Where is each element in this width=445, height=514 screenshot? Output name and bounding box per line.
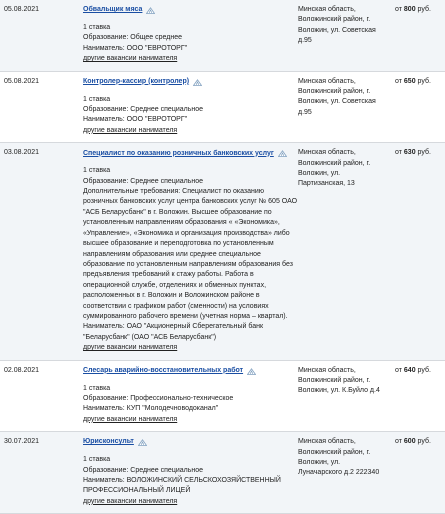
vacancy-detail-line: предъявления требований к стажу работы. Работа в [83, 271, 254, 279]
location-line: Минская область, [298, 77, 356, 85]
vacancy-salary [395, 148, 445, 158]
vacancy-row [0, 72, 445, 144]
vacancy-title-link[interactable]: Юрисконсульт [83, 438, 134, 446]
other-vacancies-link[interactable]: другие вакансии нанимателя [83, 415, 178, 423]
vacancy-detail-line: соответствии с графиком работ (сменности) на условиях [83, 302, 269, 310]
vacancy-location [298, 5, 395, 47]
salary-amount: 630 [403, 149, 416, 157]
vacancy-detail-line: "Беларусбанк" (ОАО "АСБ Беларусбанк") [83, 333, 217, 341]
vacancy-detail-line: 1 ставка [83, 167, 111, 175]
vacancy-location [298, 366, 395, 397]
vacancy-detail-line: направлениям образования или среднее специальное [83, 250, 261, 258]
vacancy-details [83, 77, 298, 137]
other-vacancies-link[interactable]: другие вакансии нанимателя [83, 497, 178, 505]
vacancy-detail-line: Образование: Среднее специальное [83, 466, 204, 474]
salary-currency: руб. [417, 6, 431, 13]
vacancy-title-link[interactable]: Контролер-кассир (контролер) [83, 77, 190, 85]
vacancy-date: 05.08.2021 [4, 6, 40, 13]
vacancy-row [0, 361, 445, 433]
location-line: Луначарского д.2 222340 [298, 469, 380, 477]
add-to-favorites-icon[interactable] [247, 368, 256, 375]
location-line: Минская область, [298, 6, 356, 13]
vacancy-detail-line: 1 ставка [83, 384, 111, 392]
vacancy-salary [395, 5, 445, 15]
vacancy-detail-line: 1 ставка [83, 95, 111, 103]
vacancy-location [298, 148, 395, 190]
vacancy-detail-line: операционной службе, отделениях и обменных пунктах, [83, 281, 267, 289]
location-line: Воложинский район, г. [298, 16, 371, 24]
location-line: д.95 [298, 37, 312, 45]
vacancy-details [83, 5, 298, 65]
vacancy-date: 05.08.2021 [4, 77, 40, 85]
salary-currency: руб. [417, 77, 431, 85]
other-vacancies-link[interactable]: другие вакансии нанимателя [83, 55, 178, 63]
salary-currency: руб. [417, 366, 431, 374]
add-to-favorites-icon[interactable] [193, 79, 202, 86]
salary-prefix: от [395, 149, 402, 157]
location-line: Минская область, [298, 438, 356, 446]
vacancy-row [0, 0, 445, 72]
location-line: Воложинский район, г. [298, 159, 371, 167]
vacancy-row [0, 143, 445, 360]
vacancy-detail-line: образование по установленным направлениям образования без [83, 260, 293, 268]
location-line: Воложинский район, г. [298, 448, 371, 456]
vacancy-detail-line: ПРОФЕССИОНАЛЬНЫЙ ЛИЦЕЙ [83, 487, 191, 495]
vacancy-salary [395, 77, 445, 87]
vacancy-details [83, 366, 298, 426]
vacancy-salary [395, 366, 445, 376]
vacancy-detail-line: розничных банковских услуг центра банковских услуг № 605 ОАО [83, 198, 298, 206]
vacancy-detail-line: Образование: Среднее специальное [83, 106, 204, 114]
salary-currency: руб. [417, 149, 431, 157]
location-line: Партизанская, 13 [298, 180, 355, 188]
salary-prefix: от [395, 366, 402, 374]
vacancy-title-link[interactable]: Специалист по оказанию розничных банковских услуг [83, 149, 274, 157]
vacancy-detail-line: Образование: Общее среднее [83, 34, 183, 42]
vacancy-title-link[interactable]: Обвальщик мяса [83, 6, 143, 14]
location-line: Воложин, ул. Советская [298, 98, 376, 106]
vacancy-date: 02.08.2021 [4, 366, 40, 374]
location-line: Воложин, ул. К.Буйло д.4 [298, 387, 380, 395]
add-to-favorites-icon[interactable] [146, 7, 155, 14]
salary-amount: 800 [403, 6, 416, 13]
vacancy-detail-line: Наниматель: ВОЛОЖИНСКИЙ СЕЛЬСКОХОЗЯЙСТВЕННЫЙ [83, 477, 281, 484]
location-line: Воложин, ул. [298, 459, 341, 466]
vacancy-row [0, 432, 445, 514]
add-to-favorites-icon[interactable] [278, 150, 287, 157]
salary-amount: 650 [403, 77, 416, 85]
salary-prefix: от [395, 438, 402, 446]
vacancy-detail-line: Наниматель: ООО "ЕВРОТОРГ" [83, 44, 188, 52]
other-vacancies-link[interactable]: другие вакансии нанимателя [83, 344, 178, 352]
location-line: Минская область, [298, 149, 356, 157]
other-vacancies-link[interactable]: другие вакансии нанимателя [83, 126, 178, 134]
vacancy-detail-line: Наниматель: ООО "ЕВРОТОРГ" [83, 116, 188, 124]
add-to-favorites-icon[interactable] [138, 439, 147, 446]
vacancy-detail-line: "АСБ Беларусбанк" в г. Воложин. Высшее образование по [83, 208, 272, 216]
location-line: д.95 [298, 108, 312, 116]
vacancy-detail-line: 1 ставка [83, 456, 111, 464]
vacancy-details [83, 148, 298, 353]
salary-prefix: от [395, 6, 402, 13]
vacancy-date: 03.08.2021 [4, 149, 40, 157]
location-line: Воложинский район, г. [298, 88, 371, 96]
vacancy-date: 30.07.2021 [4, 438, 40, 446]
vacancy-detail-line: суммированного рабочего времени (учетная норма – квартал). [83, 312, 288, 320]
vacancy-location [298, 77, 395, 119]
vacancy-detail-line: установленным направлениям образования « «Экономика», [83, 219, 280, 227]
salary-amount: 640 [403, 366, 416, 374]
vacancy-details [83, 437, 298, 507]
vacancy-detail-line: высшее образование и переподготовка по установленным [83, 240, 274, 248]
vacancy-detail-line: Наниматель: ОАО "Акционерный Сберегательный банк [83, 323, 264, 331]
vacancy-title-link[interactable]: Слесарь аварийно-восстановительных работ [83, 366, 244, 374]
vacancy-salary [395, 437, 445, 447]
salary-currency: руб. [417, 438, 431, 446]
salary-amount: 600 [403, 438, 416, 446]
vacancy-detail-line: Образование: Профессионально-техническое [83, 394, 234, 402]
vacancy-detail-line: Дополнительные требования: Специалист по оказанию [83, 188, 265, 196]
location-line: Воложинский район, г. [298, 376, 371, 384]
vacancy-location [298, 437, 395, 479]
vacancy-detail-line: 1 ставка [83, 24, 111, 31]
vacancy-detail-line: Наниматель: КУП "Молодечноводоканал" [83, 405, 219, 413]
vacancy-detail-line: Образование: Среднее специальное [83, 177, 204, 185]
location-line: Воложин, ул. Советская [298, 26, 376, 34]
location-line: Воложин, ул. [298, 170, 341, 178]
salary-prefix: от [395, 77, 402, 85]
vacancy-detail-line: расположенных в г. Воложин и Воложинском районе в [83, 292, 260, 300]
location-line: Минская область, [298, 366, 356, 374]
vacancy-detail-line: «Управление», «Экономика и организация производства» либо [83, 229, 290, 237]
